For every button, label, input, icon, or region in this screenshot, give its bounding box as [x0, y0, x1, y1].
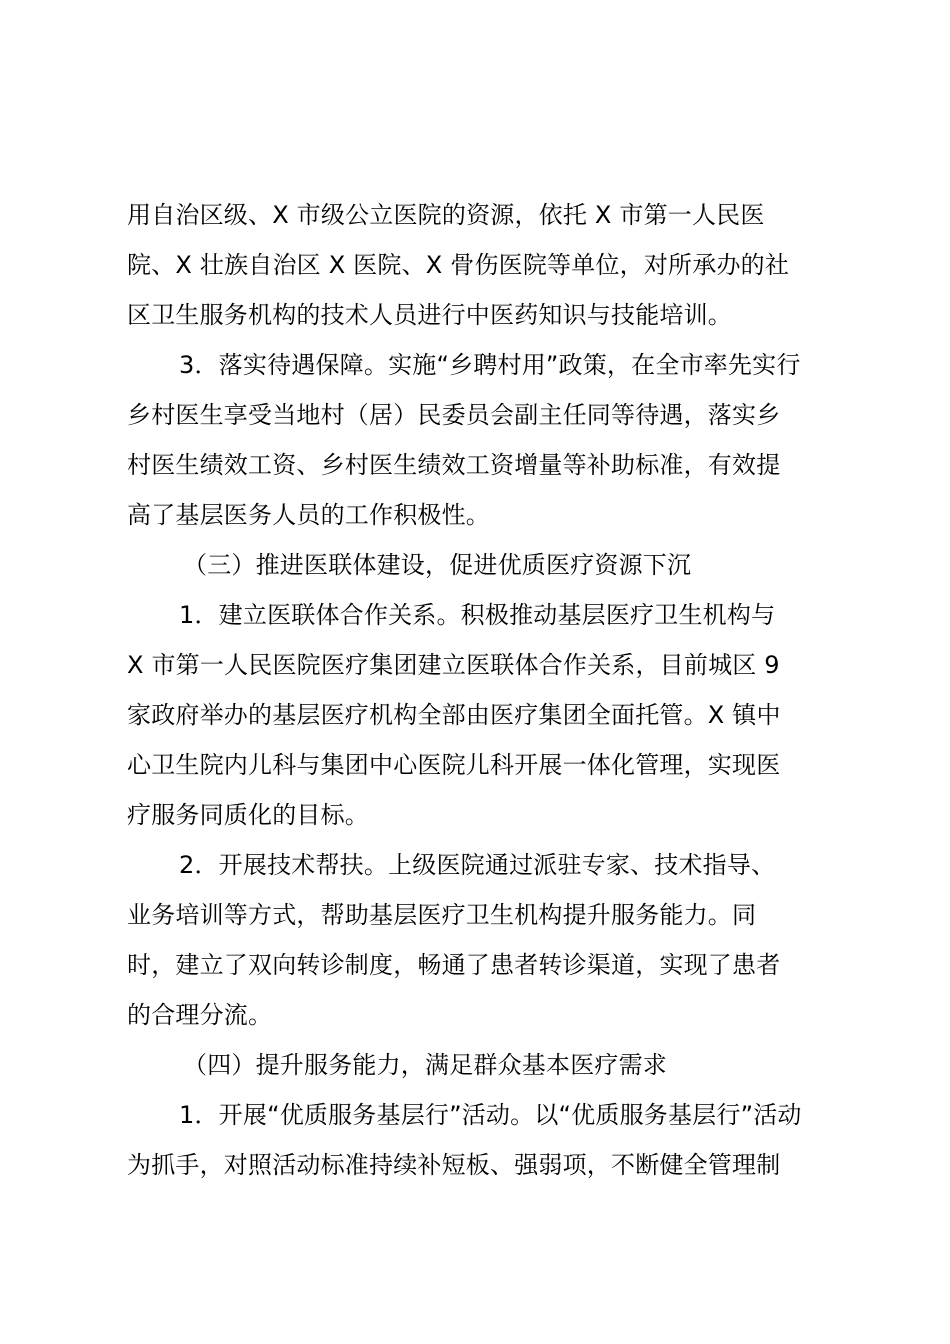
paragraph-start-line: 1．开展“优质服务基层行”活动。以“优质服务基层行”活动: [179, 1101, 802, 1129]
text-line: 区卫生服务机构的技术人员进行中医药知识与技能培训。: [127, 301, 732, 329]
text-line: 的合理分流。: [127, 1001, 273, 1029]
text-line: 为抓手，对照活动标准持续补短板、强弱项，不断健全管理制: [127, 1151, 781, 1179]
paragraph-start-line: 1．建立医联体合作关系。积极推动基层医疗卫生机构与: [179, 601, 776, 629]
text-line: X 市第一人民医院医疗集团建立医联体合作关系，目前城区 9: [127, 651, 780, 679]
text-line: 疗服务同质化的目标。: [127, 801, 369, 829]
text-line: 乡村医生享受当地村（居）民委员会副主任同等待遇，落实乡: [127, 401, 781, 429]
section-heading: （四）提升服务能力，满足群众基本医疗需求: [183, 1051, 667, 1079]
text-line: 用自治区级、X 市级公立医院的资源，依托 X 市第一人民医: [127, 201, 765, 229]
text-line: 业务培训等方式，帮助基层医疗卫生机构提升服务能力。同: [127, 901, 757, 929]
text-line: 高了基层医务人员的工作积极性。: [127, 501, 490, 529]
text-line: 院、X 壮族自治区 X 医院、X 骨伤医院等单位，对所承办的社: [127, 251, 790, 279]
body-text: [127, 190, 827, 1190]
text-line: 村医生绩效工资、乡村医生绩效工资增量等补助标准，有效提: [127, 451, 781, 479]
section-heading: （三）推进医联体建设，促进优质医疗资源下沉: [183, 551, 692, 579]
text-line: 家政府举办的基层医疗机构全部由医疗集团全面托管。X 镇中: [127, 701, 781, 729]
paragraph-start-line: 3．落实待遇保障。实施“乡聘村用”政策，在全市率先实行: [179, 351, 801, 379]
text-line: 时，建立了双向转诊制度，畅通了患者转诊渠道，实现了患者: [127, 951, 781, 979]
text-line: 心卫生院内儿科与集团中心医院儿科开展一体化管理，实现医: [127, 751, 781, 779]
paragraph-start-line: 2．开展技术帮扶。上级医院通过派驻专家、技术指导、: [179, 851, 776, 879]
